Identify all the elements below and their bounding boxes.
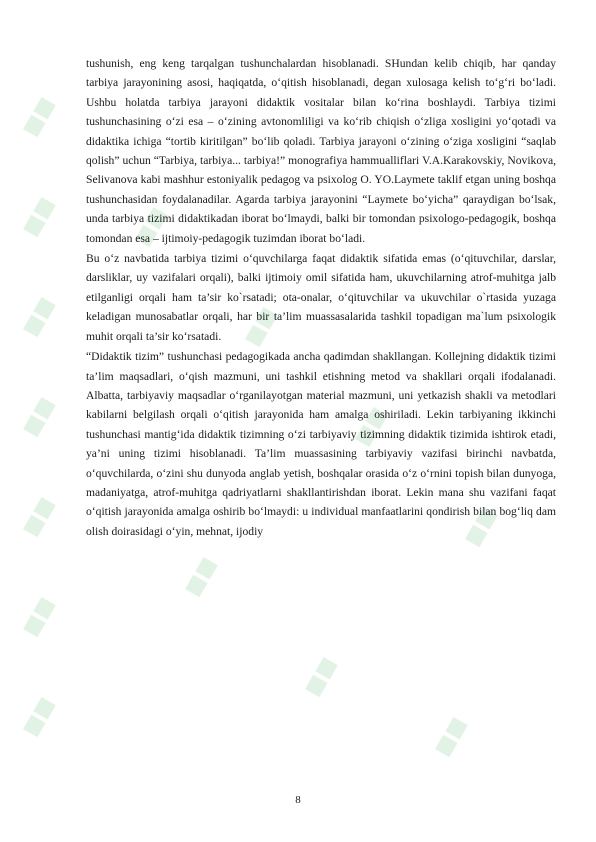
watermark-mark: ■■ <box>454 499 508 554</box>
watermark-mark: ■■ <box>12 489 66 544</box>
watermark-mark: ■■ <box>124 199 178 254</box>
paragraph-1: tushunish, eng keng tarqalgan tushunchalardan hisoblanadi. SHundan kelib chiqib, har qanday tarbiya jarayonining asosi, haqiqatda, o‘qitish hisoblanadi, degan xulosaga kelish to‘g‘ri bo‘ladi. Ushbu holatda tarbiya jarayoni didaktik vositalar bilan ko‘rina boshlaydi. Tarbiya tizimi tushunchasining o‘zi esa – o‘zining avtonomliligi va ko‘rib chiqish o‘zliga xosligini yo‘qotadi va didaktika ichiga “tortib kiritilgan” bo‘lib qoladi. Tarbiya jarayoni o‘zining o‘ziga xosligini “saqlab qolish” uchun “Tarbiya, tarbiya... tarbiya!” monografiya hammualliflari V.A.Karakovskiy, Novikova, Selivanova kabi mashhur estoniyalik pedagog va psixolog O. YO.Laymete taklif etgan uning boshqa tushunchasidan foydalanadilar. Agarda tarbiya jarayonini “Laymete bo‘yicha” qaraydigan bo‘lsak, unda tarbiya tizimi didaktikadan iborat bo‘lmaydi, balki bir tomondan psixologo-pedagogik, boshqa tomondan esa – ijtimoiy-pedagogik tuzimdan iborat bo‘ladi. <box>86 57 556 245</box>
watermark-mark: ■■ <box>12 389 66 444</box>
watermark-mark: ■■ <box>12 89 66 144</box>
page-number: 8 <box>295 794 301 806</box>
watermark-mark: ■■ <box>12 189 66 244</box>
watermark-mark: ■■ <box>12 689 66 744</box>
watermark-mark: ■■ <box>424 709 478 764</box>
body-text <box>86 54 556 541</box>
paragraph-2: Bu o‘z navbatida tarbiya tizimi o‘quvchilarga faqat didaktik sifatida emas (o‘qituvchilar, darslar, darsliklar, uy vazifalari orqali), balki ijtimoiy omil sifatida ham, ukuvchilarning atrof-muhitga jalb etilganligi orqali ham ta’sir ko`rsatadi; ota-onalar, o‘qituvchilar va ukuvchilar o`rtasida yuzaga keladigan munosabatlar orqali, har bir ta’lim muassasalarida tashkil topadigan ma`lum psixologik muhit orqali ta’sir ko‘rsatadi. <box>86 252 556 343</box>
watermark-mark: ■■ <box>294 649 348 704</box>
watermark-mark: ■■ <box>234 299 288 354</box>
watermark-mark: ■■ <box>12 589 66 644</box>
watermark-mark: ■■ <box>174 549 228 604</box>
watermark-mark: ■■ <box>344 399 398 454</box>
paragraph-3: “Didaktik tizim” tushunchasi pedagogikada ancha qadimdan shakllangan. Kollejning didaktik tizimi ta’lim maqsadlari, o‘qish mazmuni, uni tashkil etishning metod va shakllari orqali ifodalanadi. Albatta, tarbiyaviy maqsadlar o‘rganilayotgan material mazmuni, uni yetkazish shakli va metodlari kabilarni belgilash orqali o‘qitish jarayonida ham amalga oshiriladi. Lekin tarbiyaning ikkinchi tushunchasi mantig‘ida didaktik tizimning o‘zi tarbiyaviy tizimning didaktik tizimida ishtirok etadi, ya’ni uning tizimi hisoblanadi. Ta’lim muassasining tarbiyaviy vazifasi birinchi navbatda, o‘quvchilarda, o‘zini shu dunyoda anglab yetish, boshqalar orasida o‘z o‘rnini topish bilan dunyoga, madaniyatga, atrof-muhitga qadriyatlarni shakllantirishdan iborat. Lekin mana shu vazifani faqat o‘qitish jarayonida amalga oshirib bo‘lmaydi: u individual manfaatlarini qondirish bilan bog‘liq dam olish doirasidagi o‘yin, mehnat, ijodiy <box>86 350 556 538</box>
watermark-mark: ■■ <box>12 289 66 344</box>
